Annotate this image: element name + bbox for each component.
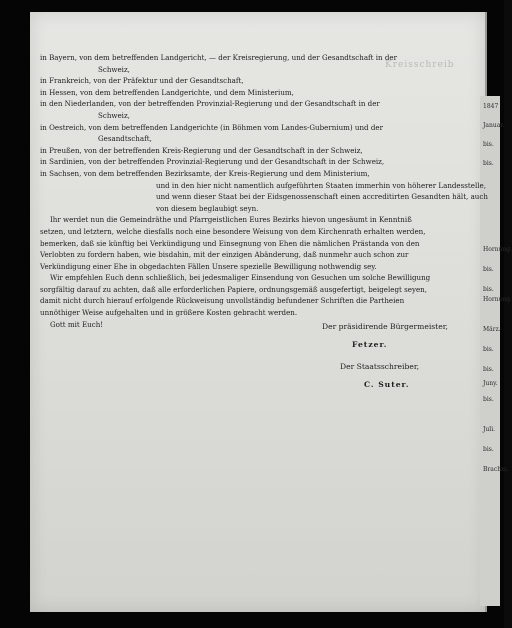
- body-line: Gesandtschaft,: [98, 134, 152, 144]
- edge-word: bis.: [483, 346, 494, 353]
- body-line: Schweiz,: [98, 110, 130, 120]
- paragraph-line: sorgfältig darauf zu achten, daß alle erforderlichen Papiere, ordnungsgemäß ausgefertigt, beigelegt seyen,: [40, 284, 427, 294]
- edge-word: bis.: [483, 266, 494, 273]
- body-line: Schweiz,: [98, 64, 130, 74]
- body-line: in Bayern, von dem betreffenden Landgericht, — der Kreisregierung, und der Gesandtschaft in der: [40, 53, 398, 62]
- edge-word: bis.: [483, 160, 494, 167]
- paragraph-line: unnöthiger Weise aufgehalten und in größere Kosten gebracht werden.: [40, 308, 298, 318]
- edge-word: bis.: [483, 446, 494, 453]
- body-line: in Oestreich, von dem betreffenden Landgerichte (in Böhmen vom Landes-Gubernium) und der: [40, 122, 383, 132]
- paragraph-line: Verlobten zu fordern haben, wie bisdahin, mit der einzigen Abänderung, daß nunmehr auch schon zur: [40, 250, 409, 260]
- body-line: in Frankreich, von der Präfektur und der Gesandtschaft,: [40, 76, 244, 86]
- paragraph-line: bemerken, daß sie künftig bei Verkündigung und Einsegnung von Ehen die nämlichen Prästanda von den: [40, 238, 420, 248]
- body-line: in den Niederlanden, von der betreffenden Provinzial-Regierung und der Gesandtschaft in der: [40, 99, 380, 109]
- body-line: in Hessen, von dem betreffenden Landgerichte, und dem Ministerium,: [40, 87, 294, 97]
- signature-name-mayor: Fetzer.: [352, 340, 388, 349]
- signature-title-clerk: Der Staatsschreiber,: [340, 362, 420, 371]
- closing-line: Gott mit Euch!: [50, 319, 104, 329]
- body-line: in Sachsen, von dem betreffenden Bezirksamte, der Kreis-Regierung und dem Ministerium,: [40, 168, 370, 178]
- edge-word: Juli.: [483, 426, 496, 433]
- signature-name-clerk: C. Suter.: [364, 380, 410, 389]
- paragraph-line: setzen, und letztern, welche diesfalls noch eine besondere Weisung von dem Kirchenrath erhalten werden,: [40, 226, 426, 236]
- body-line: von diesem beglaubigt seyn.: [156, 203, 259, 213]
- body-line: und wenn dieser Staat bei der Eidsgenossenschaft einen accreditirten Gesandten hält, auch: [156, 192, 488, 202]
- document-body: [40, 52, 488, 330]
- edge-word: 1847: [483, 103, 499, 110]
- edge-word: Juny.: [483, 380, 498, 387]
- body-line: in Preußen, von der betreffenden Kreis-Regierung und der Gesandtschaft in der Schweiz,: [40, 145, 363, 155]
- paragraph-line: damit nicht durch hierauf erfolgende Rückweisung unvollständig befundener Schriften die Partheien: [40, 296, 405, 306]
- signature-title-mayor: Der präsidirende Bürgermeister,: [322, 322, 448, 331]
- edge-word: Brachm.: [483, 466, 509, 473]
- bleed-through-text: Kreisschreib: [385, 60, 455, 70]
- edge-word: bis.: [483, 286, 494, 293]
- edge-word: bis.: [483, 396, 494, 403]
- body-line: in Sardinien, von der betreffenden Provinzial-Regierung und der Gesandtschaft in der Schweiz,: [40, 157, 385, 167]
- edge-word: bis.: [483, 141, 494, 148]
- paragraph-line: Verkündigung einer Ehe in obgedachten Fällen Unsere spezielle Bewilligung nothwendig sey.: [40, 261, 377, 271]
- edge-word: bis.: [483, 366, 494, 373]
- edge-word: März.: [483, 326, 501, 333]
- paragraph-line: Wir empfehlen Euch denn schließlich, bei jedesmaliger Einsendung von Gesuchen um solche Bewilligung: [50, 273, 431, 283]
- body-line: und in den hier nicht namentlich aufgeführten Staaten immerhin von höherer Landesstelle,: [156, 180, 486, 190]
- edge-word: Januar.: [483, 122, 505, 129]
- paragraph-line: Ihr werdet nun die Gemeindräthe und Pfarrgeistlichen Eures Bezirks hievon ungesäumt in Kenntniß: [50, 215, 412, 225]
- edge-word: Hornung.: [483, 246, 512, 253]
- edge-word: Hornung.: [483, 296, 512, 303]
